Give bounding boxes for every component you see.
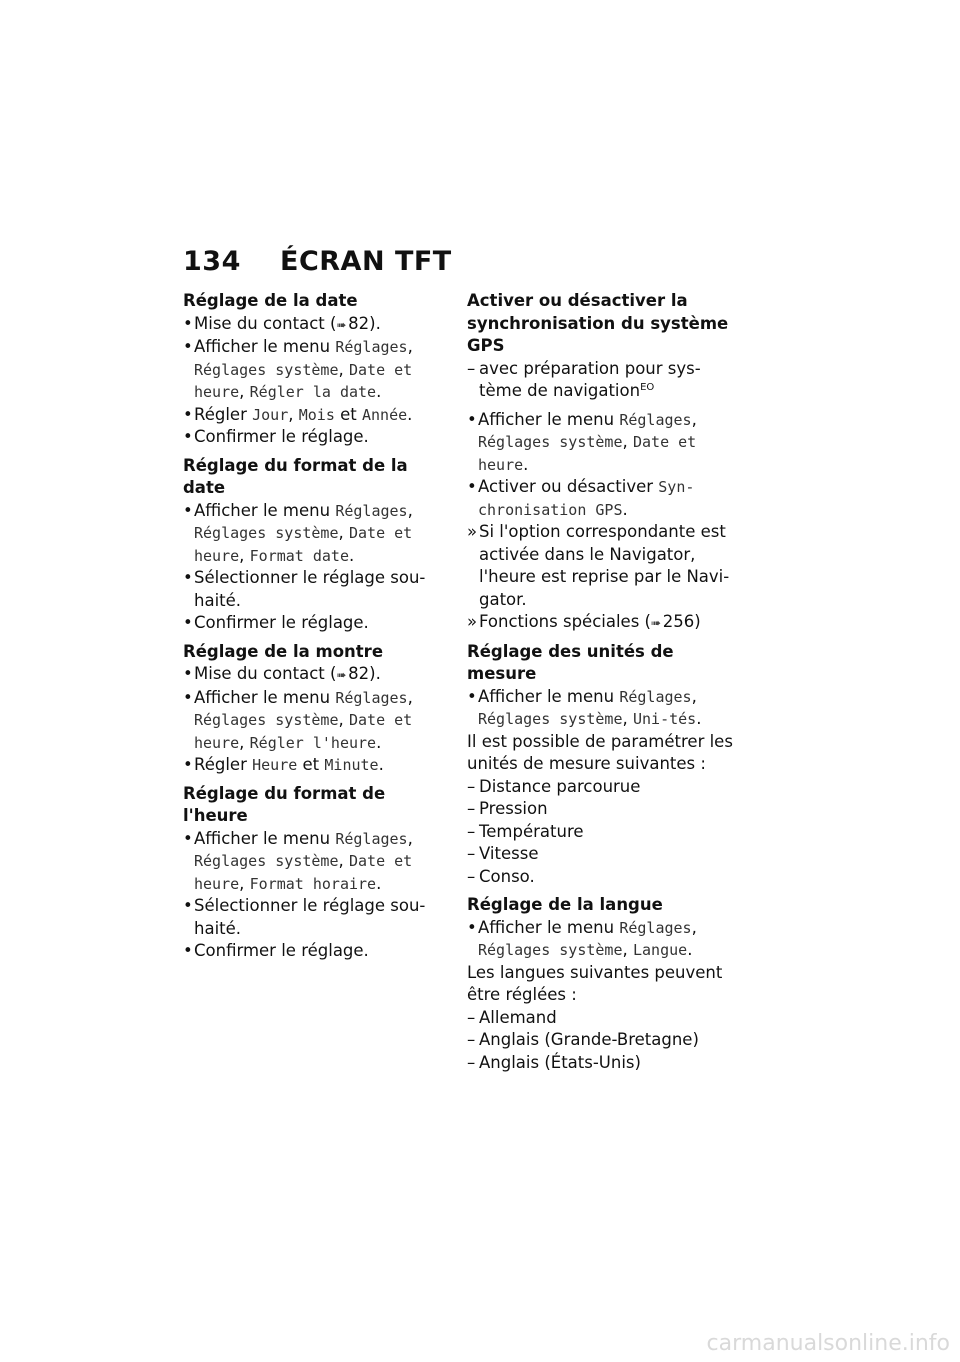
menu-name: Réglages système bbox=[478, 710, 623, 728]
watermark[interactable]: carmanualsonline.info bbox=[706, 1331, 950, 1356]
left-column bbox=[183, 290, 445, 969]
section-clock bbox=[183, 641, 445, 777]
menu-name: Réglages système bbox=[478, 941, 623, 959]
list-item: • Régler Heure et Minute. bbox=[183, 754, 445, 777]
menu-name: Réglages bbox=[335, 501, 408, 520]
section-title: Réglage de la date bbox=[183, 291, 358, 310]
list-item: • Confirmer le réglage. bbox=[183, 612, 445, 635]
menu-name: Mois bbox=[298, 405, 335, 424]
menu-name: Régler l'heure bbox=[249, 733, 377, 752]
menu-name: Langue bbox=[633, 941, 688, 959]
page-reference: 82 bbox=[348, 664, 370, 683]
menu-name: Réglages bbox=[335, 338, 408, 356]
menu-name: Date et heure bbox=[478, 433, 697, 474]
menu-name: Réglages bbox=[619, 918, 692, 937]
list-item: • Sélectionner le réglage sou-haité. bbox=[183, 895, 445, 940]
menu-name: Format date bbox=[249, 546, 349, 565]
list-item: • Activer ou désactiver Syn-chronisation GPS. bbox=[467, 476, 742, 521]
menu-name: Date et heure bbox=[194, 360, 413, 401]
section-date-format bbox=[183, 455, 445, 635]
page-reference-arrow-icon: ➠ bbox=[336, 668, 347, 682]
list-item: • Afficher le menu Réglages, Réglages système, Date et heure, Format date. bbox=[183, 500, 445, 568]
menu-name: Uni-tés bbox=[633, 710, 697, 728]
list-item: • Afficher le menu Réglages, Réglages système, Date et heure. bbox=[467, 409, 742, 477]
result-item: » Si l'option correspondante est activée dans le Navigator, l'heure est reprise par le Navi-gator. bbox=[467, 521, 742, 611]
paragraph: Les langues suivantes peuvent être réglées : bbox=[467, 962, 723, 1004]
menu-name: Jour bbox=[252, 405, 289, 424]
list-item: – Température bbox=[467, 821, 742, 844]
menu-name: Réglages bbox=[335, 829, 408, 848]
list-item: • Confirmer le réglage. bbox=[183, 940, 445, 963]
list-item: • Afficher le menu Réglages, Réglages système, Langue. bbox=[467, 917, 742, 962]
page-header bbox=[183, 246, 452, 277]
list-item: – Pression bbox=[467, 798, 742, 821]
menu-name: Réglages système bbox=[194, 524, 339, 542]
menu-name: Année bbox=[362, 405, 408, 424]
menu-name: Heure bbox=[252, 756, 298, 774]
menu-name: Réglages bbox=[335, 688, 408, 707]
page-title: ÉCRAN TFT bbox=[280, 246, 452, 277]
page-reference: 82 bbox=[348, 313, 370, 333]
list-item: • Confirmer le réglage. bbox=[183, 426, 445, 449]
condition-item: – avec préparation pour sys-tème de navigation$^{EO}$ bbox=[467, 358, 742, 403]
list-item: • Régler Jour, Mois et Année. bbox=[183, 404, 445, 427]
list-item: • Mise du contact (➠ 82). bbox=[183, 663, 445, 687]
menu-name: Réglages bbox=[619, 687, 692, 706]
section-language bbox=[467, 894, 742, 1074]
right-column bbox=[467, 290, 742, 1080]
menu-name: Réglages système bbox=[194, 711, 339, 729]
list-item: • Afficher le menu Réglages, Réglages système, Date et heure, Régler la date. bbox=[183, 336, 445, 404]
menu-name: Réglages système bbox=[194, 852, 339, 870]
list-item: – Allemand bbox=[467, 1007, 742, 1030]
menu-name: Réglages bbox=[619, 410, 692, 429]
menu-name: Date et heure bbox=[194, 711, 413, 752]
list-item: – Vitesse bbox=[467, 843, 742, 866]
page-reference: 256 bbox=[662, 612, 695, 631]
section-title: Réglage du format de la date bbox=[183, 455, 408, 497]
list-item: – Anglais (États-Unis) bbox=[467, 1052, 742, 1075]
list-item: • Afficher le menu Réglages, Réglages système, Uni-tés. bbox=[467, 686, 742, 731]
page-reference-arrow-icon: ➠ bbox=[650, 616, 662, 630]
section-gps-sync bbox=[467, 290, 742, 635]
section-title: Réglage des unités de mesure bbox=[467, 641, 674, 683]
menu-name: Réglages système bbox=[194, 360, 339, 379]
result-item: » Fonctions spéciales (➠ 256) bbox=[467, 611, 742, 635]
section-title: Réglage de la montre bbox=[183, 641, 384, 661]
menu-name: Minute bbox=[324, 756, 379, 774]
list-item: • Afficher le menu Réglages, Réglages système, Date et heure, Format horaire. bbox=[183, 828, 445, 896]
list-item: – Conso. bbox=[467, 866, 742, 889]
section-units bbox=[467, 641, 742, 889]
list-item: – Distance parcourue bbox=[467, 776, 742, 799]
menu-name: Format horaire bbox=[249, 874, 377, 893]
section-title: Activer ou désactiver la synchronisation du système GPS bbox=[467, 291, 729, 355]
menu-name: Date et heure bbox=[194, 524, 413, 565]
menu-name: Régler la date bbox=[249, 383, 377, 401]
menu-name: Date et heure bbox=[194, 852, 413, 893]
list-item: • Sélectionner le réglage sou-haité. bbox=[183, 567, 445, 612]
section-title: Réglage de la langue bbox=[467, 895, 663, 914]
menu-name: Réglages système bbox=[478, 433, 623, 451]
list-item: • Mise du contact (➠ 82). bbox=[183, 313, 445, 337]
list-item: • Afficher le menu Réglages, Réglages système, Date et heure, Régler l'heure. bbox=[183, 687, 445, 755]
section-title: Réglage du format de l'heure bbox=[183, 783, 386, 825]
list-item: – Anglais (Grande-Bretagne) bbox=[467, 1029, 742, 1052]
page-number: 134 bbox=[183, 246, 241, 277]
paragraph: Il est possible de paramétrer les unités de mesure suivantes : bbox=[467, 731, 733, 773]
section-time-format bbox=[183, 783, 445, 963]
menu-name: Syn-chronisation GPS bbox=[478, 478, 695, 519]
section-date bbox=[183, 290, 445, 449]
option-code: EO bbox=[640, 382, 655, 393]
page-reference-arrow-icon: ➠ bbox=[336, 317, 347, 332]
